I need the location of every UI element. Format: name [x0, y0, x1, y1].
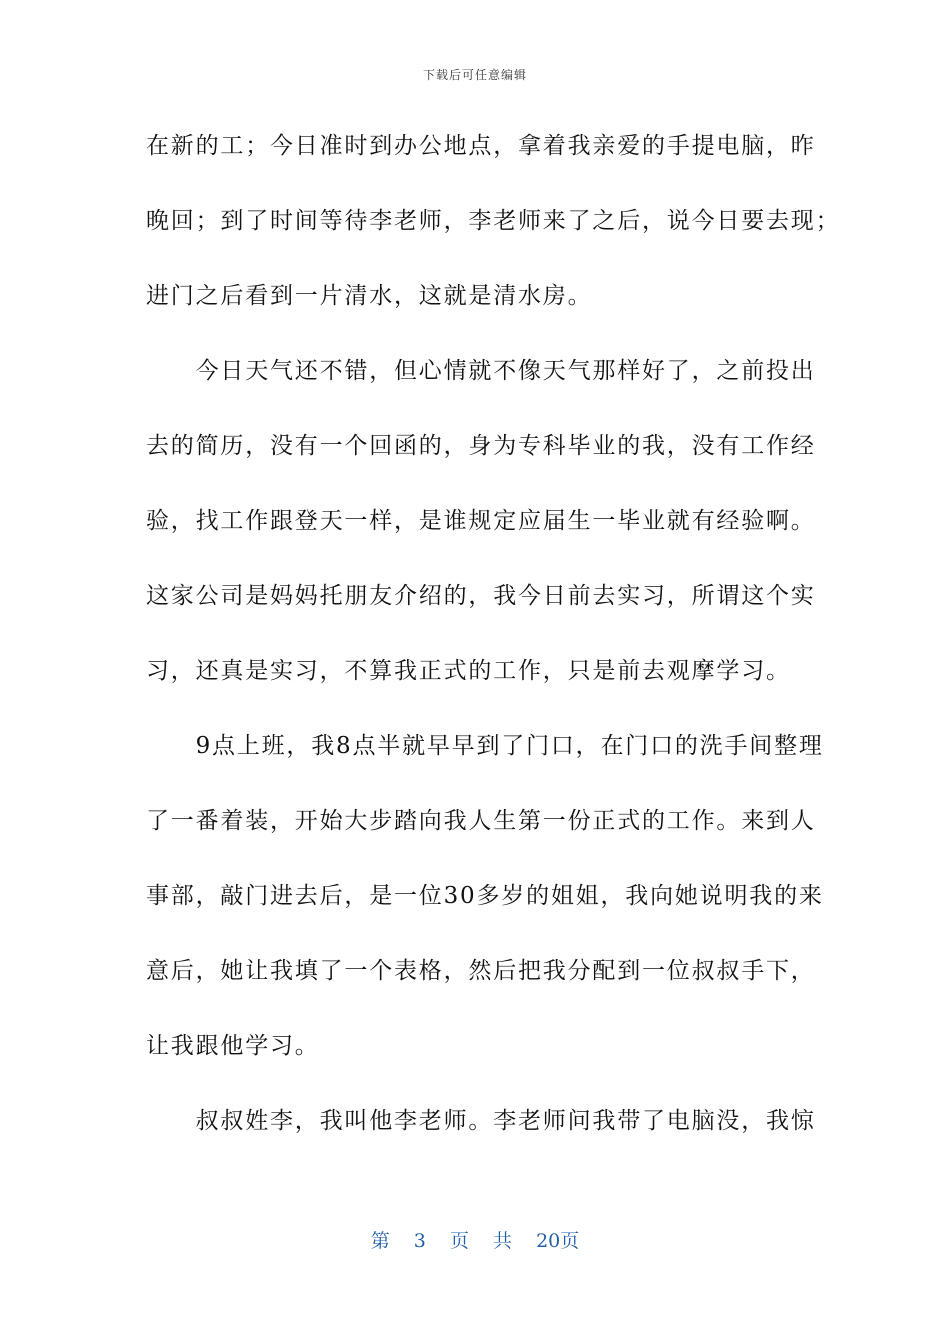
footer-current-page: 3	[413, 1230, 426, 1252]
text-line-7: 这家公司是妈妈托朋友介绍的，我今日前去实习，所谓这个实	[146, 583, 816, 609]
text-line-9: 9点上班，我8点半就早早到了门口，在门口的洗手间整理	[146, 733, 824, 759]
text-line-2: 晚回；到了时间等待李老师，李老师来了之后，说今日要去现；	[146, 208, 841, 234]
footer-label-unit: 页	[449, 1230, 469, 1252]
text-line-14: 叔叔姓李，我叫他李老师。李老师问我带了电脑没，我惊	[146, 1108, 816, 1134]
text-line-8: 习，还真是实习，不算我正式的工作，只是前去观摩学习。	[146, 658, 791, 684]
footer-label-total: 共	[493, 1230, 513, 1252]
page-header-note: 下载后可任意编辑	[422, 68, 527, 82]
text-line-1: 在新的工；今日准时到办公地点，拿着我亲爱的手提电脑，昨	[146, 133, 816, 159]
text-line-5: 去的简历，没有一个回函的，身为专科毕业的我，没有工作经	[146, 433, 816, 459]
page-footer	[0, 1226, 950, 1253]
footer-label-page: 第	[370, 1230, 390, 1252]
document-body	[146, 120, 841, 1170]
text-line-6: 验，找工作跟登天一样，是谁规定应届生一毕业就有经验啊。	[146, 508, 816, 534]
footer-total-pages: 20页	[536, 1230, 580, 1252]
text-line-11: 事部，敲门进去后，是一位30多岁的姐姐，我向她说明我的来	[146, 883, 824, 909]
text-line-12: 意后，她让我填了一个表格，然后把我分配到一位叔叔手下，	[146, 958, 816, 984]
text-line-3: 进门之后看到一片清水，这就是清水房。	[146, 283, 593, 309]
text-line-4: 今日天气还不错，但心情就不像天气那样好了，之前投出	[146, 358, 816, 384]
text-line-10: 了一番着装，开始大步踏向我人生第一份正式的工作。来到人	[146, 808, 816, 834]
text-line-13: 让我跟他学习。	[146, 1033, 320, 1059]
